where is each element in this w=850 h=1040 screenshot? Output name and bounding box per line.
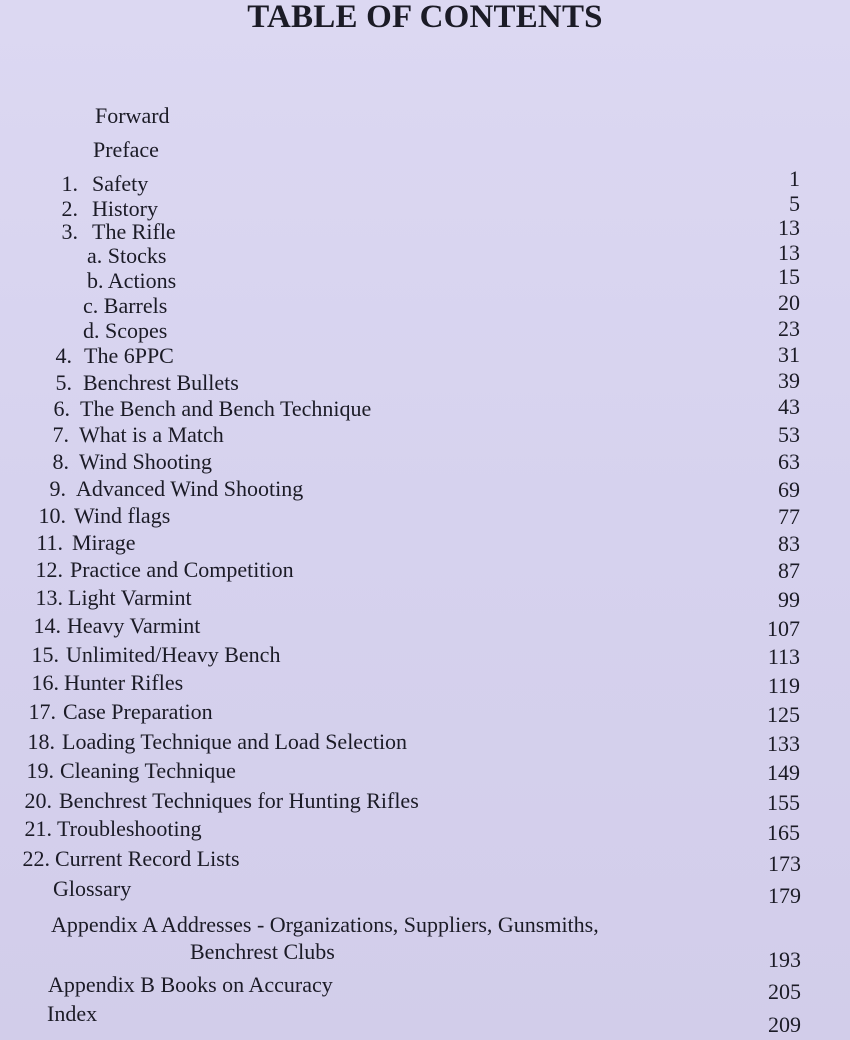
toc-entry-label: Hunter Rifles [64,670,184,695]
toc-entry-label: Wind flags [74,503,171,528]
toc-entry-label: Loading Technique and Load Selection [62,729,408,754]
toc-entry [0,449,850,475]
toc-entry-page-number: 77 [778,504,800,529]
toc-entry-page-number: 39 [778,368,800,393]
toc-entry-page-number: 125 [767,702,800,727]
toc-entry-page-number: 15 [778,264,800,289]
toc-entry-label: Practice and Competition [70,557,294,582]
toc-entry-number: 22. [22,846,50,871]
toc-entry-page-number: 5 [789,191,800,216]
toc-entry-label: History [92,196,158,221]
toc-entry-page-number: 20 [778,290,800,315]
toc-entry-number: 7. [52,422,69,447]
toc-entry-page-number: 83 [778,531,800,556]
toc-entry-label: Benchrest Techniques for Hunting Rifles [59,788,419,813]
toc-entry-page-number: 23 [778,316,800,341]
toc-entry-page-number: 1 [789,166,800,191]
toc-entry [0,264,850,294]
toc-entry [0,788,850,814]
toc-entry-number: 5. [55,370,72,395]
toc-entry-page-number: 205 [768,979,801,1004]
toc-entry-page-number: 119 [767,673,800,698]
toc-entry-page-number: 53 [778,422,800,447]
toc-entry [0,642,850,668]
toc-entry-label: Case Preparation [63,699,213,724]
toc-entry [0,613,850,639]
toc-entry-number: 11. [36,530,63,555]
toc-entry-label: Appendix A Addresses - Organizations, Suppliers, Gunsmiths, [51,912,599,937]
toc-entry-number: 12. [35,557,63,582]
toc-entry-page-number: 165 [767,820,800,845]
toc-entry [0,585,850,611]
toc-entry-label: Forward [95,103,170,128]
toc-entry [0,972,850,1004]
toc-entry-label: Glossary [53,876,132,901]
toc-entry-number: 14. [33,613,61,638]
toc-entry-number: 1. [61,171,78,196]
toc-entry [0,290,850,319]
toc-entry-label: The 6PPC [84,343,174,368]
toc-entry-number: 19. [26,758,54,783]
toc-entry [0,166,850,197]
toc-entry-number: 18. [27,729,55,754]
toc-entry-label: Current Record Lists [55,846,240,871]
toc-entry-label: Index [47,1001,98,1026]
toc-entry [0,137,850,163]
toc-entry-label: Advanced Wind Shooting [76,476,304,501]
toc-entry-label: Wind Shooting [79,449,212,474]
toc-entry-label: Cleaning Technique [60,758,236,783]
toc-entry-label: Appendix B Books on Accuracy [48,972,333,997]
toc-entry-label: Light Varmint [68,585,192,610]
toc-entry [0,343,850,369]
toc-entry-number: 17. [28,699,56,724]
toc-entry-page-number: 209 [768,1012,801,1037]
toc-entry-label: Benchrest Clubs [190,939,335,964]
toc-entry-number: 10. [38,503,66,528]
toc-entry-number: 21. [24,816,52,841]
toc-entry-number: 8. [52,449,69,474]
toc-entry-page-number: 193 [768,947,801,972]
toc-entry-page-number: 31 [778,342,800,367]
toc-entry-label: Mirage [72,530,136,555]
toc-entry-number: 6. [53,396,70,421]
toc-entry-page-number: 13 [778,240,800,265]
toc-entry-number: 9. [49,476,66,501]
toc-entry-number: 20. [24,788,52,813]
toc-entry-label: What is a Match [79,422,224,447]
toc-entry [0,318,850,344]
toc-entry-page-number: 99 [778,587,800,612]
toc-entry-label: Heavy Varmint [67,613,201,638]
toc-entry [0,215,850,245]
toc-entry [0,670,850,696]
toc-entry-label: The Rifle [92,219,176,244]
toc-entry-label: Preface [93,137,159,162]
toc-entry-page-number: 69 [778,477,800,502]
toc-entry-page-number: 173 [768,851,801,876]
toc-entry-number: 13. [35,585,63,610]
toc-entry-label: Unlimited/Heavy Bench [66,642,281,667]
toc-entry-label: Benchrest Bullets [83,370,239,395]
toc-entry [0,699,850,725]
toc-entry [0,846,850,876]
toc-entry-page-number: 133 [767,731,800,756]
toc-entry-page-number: 155 [767,790,800,815]
toc-entry-page-number: 87 [778,558,800,583]
toc-entry [0,103,850,129]
toc-entry-page-number: 149 [767,760,800,785]
toc-entry-label: d. Scopes [83,318,168,343]
toc-entry [0,396,850,422]
toc-entry [0,476,850,502]
toc-entry [0,503,850,529]
page-title: TABLE OF CONTENTS [247,0,603,35]
toc-entry [0,370,850,396]
toc-entry [0,530,850,556]
toc-entry [0,422,850,448]
toc-entry [0,912,850,938]
toc-entry [0,729,850,755]
toc-entry-page-number: 13 [778,215,800,240]
toc-entry-page-number: 107 [767,616,800,641]
toc-entry [0,1001,850,1037]
toc-entry-label: Safety [92,171,149,196]
toc-entry-label: c. Barrels [83,293,168,318]
toc-entry-number: 3. [61,219,78,244]
toc-entry-number: 2. [61,196,78,221]
toc-entry [0,939,850,972]
toc-entry [0,240,850,269]
toc-entry-number: 15. [31,642,59,667]
toc-entry-page-number: 179 [768,883,801,908]
toc-entry-page-number: 113 [767,644,800,669]
toc-entry-number: 16. [31,670,59,695]
toc-entry [0,816,850,845]
toc-entry-label: Troubleshooting [57,816,202,841]
toc-entry-label: a. Stocks [87,243,167,268]
toc-entry-page-number: 63 [778,449,800,474]
toc-entry [0,758,850,784]
toc-entry-page-number: 43 [778,394,800,419]
toc-entry [0,557,850,583]
toc-entry-label: b. Actions [87,268,177,293]
toc-entry-label: The Bench and Bench Technique [80,396,372,421]
toc-entry [0,876,850,908]
toc-entry-number: 4. [55,343,72,368]
